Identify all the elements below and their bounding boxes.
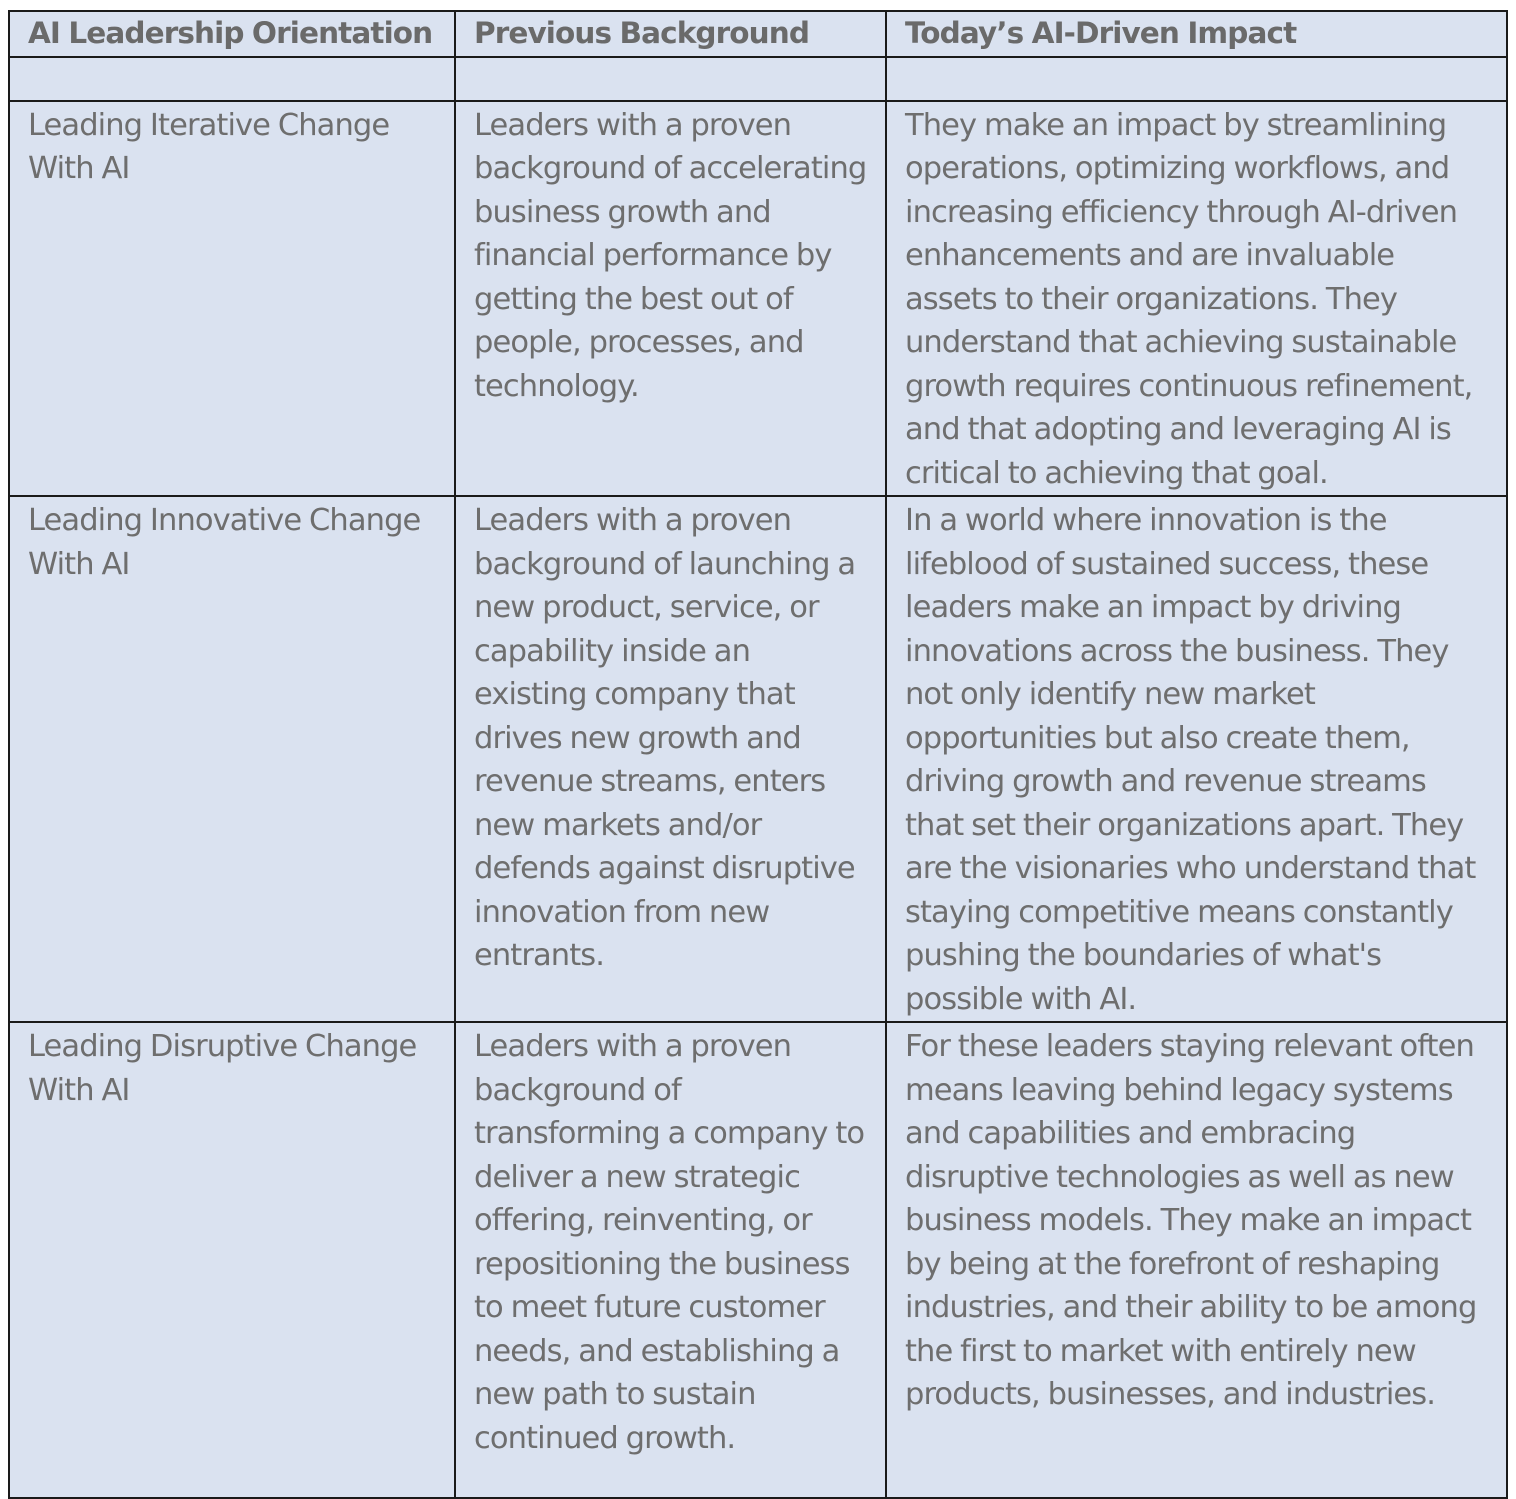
empty-cell [455, 57, 886, 101]
background-cell: Leaders with a proven background of accelerating business growth and financial performance by getting the best out of people, processes, and technology. [455, 101, 886, 497]
impact-cell: For these leaders staying relevant often means leaving behind legacy systems and capabilities and embracing disruptive technologies as well as new business models. They make an impact by being at the forefront of reshaping industries, and their ability to be among the first to market with entirely new products, businesses, and industries. [886, 1022, 1507, 1498]
impact-cell: They make an impact by streamlining operations, optimizing workflows, and increasing efficiency through AI-driven enhancements and are invaluable assets to their organizations. They understand that achieving sustainable growth requires continuous refinement, and that adopting and leveraging AI is critical to achieving that goal. [886, 101, 1507, 497]
table-row [9, 1022, 1507, 1498]
empty-cell [886, 57, 1507, 101]
orientation-cell: Leading Innovative Change With AI [9, 496, 455, 1022]
header-row [9, 11, 1507, 57]
table-row [9, 101, 1507, 497]
header-orientation: AI Leadership Orientation [9, 11, 455, 57]
leadership-table [8, 10, 1508, 1499]
background-cell: Leaders with a proven background of launching a new product, service, or capability inside an existing company that drives new growth and revenue streams, enters new markets and/or defends against disruptive innovation from new entrants. [455, 496, 886, 1022]
table-row [9, 496, 1507, 1022]
background-cell: Leaders with a proven background of transforming a company to deliver a new strategic offering, reinventing, or repositioning the business to meet future customer needs, and establishing a new path to sustain continued growth. [455, 1022, 886, 1498]
impact-cell: In a world where innovation is the lifeblood of sustained success, these leaders make an impact by driving innovations across the business. They not only identify new market opportunities but also create them, driving growth and revenue streams that set their organizations apart. They are the visionaries who understand that staying competitive means constantly pushing the boundaries of what's possible with AI. [886, 496, 1507, 1022]
orientation-cell: Leading Iterative Change With AI [9, 101, 455, 497]
header-previous-background: Previous Background [455, 11, 886, 57]
header-ai-driven-impact: Today’s AI-Driven Impact [886, 11, 1507, 57]
empty-row [9, 57, 1507, 101]
orientation-cell: Leading Disruptive Change With AI [9, 1022, 455, 1498]
empty-cell [9, 57, 455, 101]
